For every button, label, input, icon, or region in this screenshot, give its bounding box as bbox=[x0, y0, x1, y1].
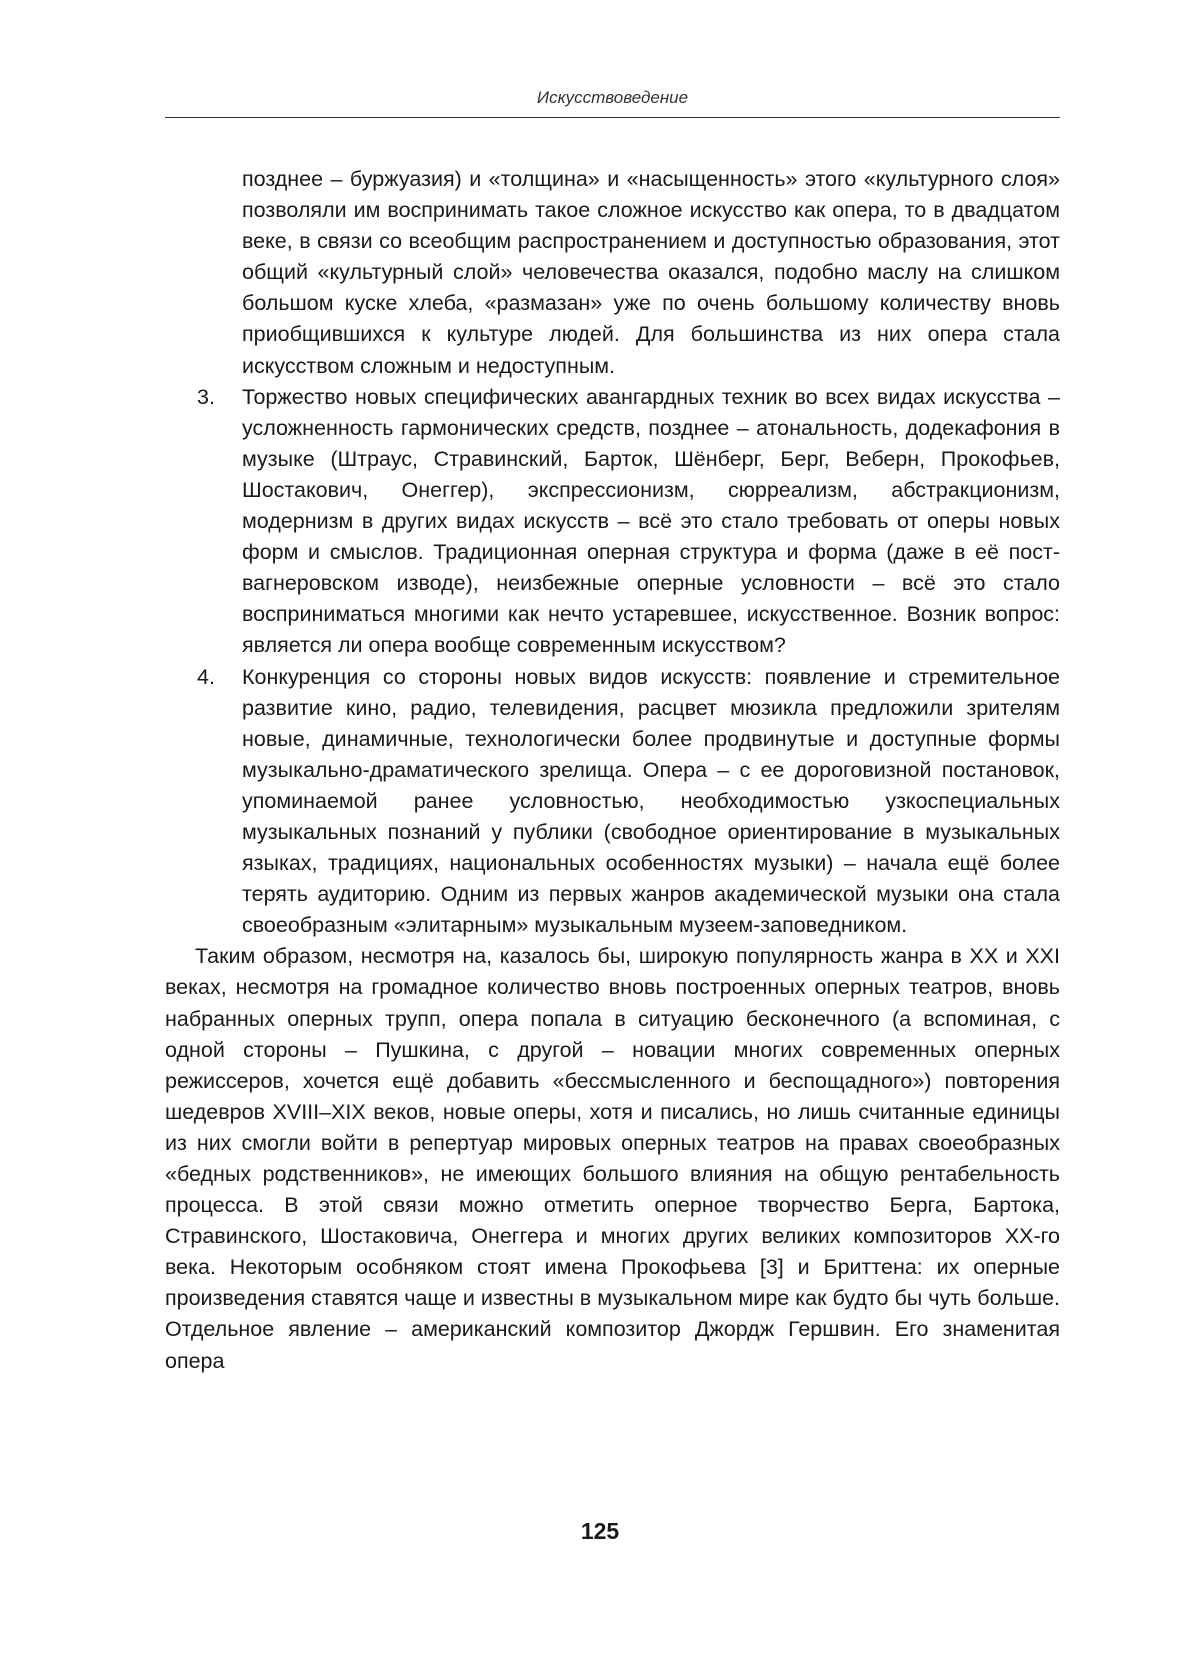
body-text bbox=[165, 164, 1060, 1377]
running-head: Искусствоведение bbox=[536, 88, 689, 107]
continued-paragraph: позднее – буржуазия) и «толщина» и «насыщенность» этого «культурного слоя» позволяли им воспринимать такое сложное искусство как опера, то в двадцатом веке, в связи со всеобщим распространением и доступностью образования, этот общий «культурный слой» человечества оказался, подобно маслу на слишком большом куске хлеба, «размазан» уже по очень большому количеству вновь приобщившихся к культуре людей. Для большинства из них опера стала искусством сложным и недоступным. bbox=[242, 167, 1060, 378]
list-item-number: 4. bbox=[197, 664, 215, 689]
list-item bbox=[165, 662, 1060, 942]
list-item bbox=[165, 382, 1060, 662]
page-number: 125 bbox=[580, 1518, 620, 1544]
list-item-text: Торжество новых специфических авангардных техник во всех видах искусства – усложненность гармонических средств, позднее – атональность, додекафония в музыке (Штраус, Стравинский, Барток, Шёнберг, Берг, Веберн, Прокофьев, Шостакович, Онеггер), экспрессионизм, сюрреализм, абстракционизм, модернизм в других видах искусств – всё это стало требовать от оперы новых форм и смыслов. Традиционная оперная структура и форма (даже в её пост-вагнеровском изводе), неизбежные оперные условности – всё это стало восприниматься многими как нечто устаревшее, искусственное. Возник вопрос: является ли опера вообще современным искусством? bbox=[242, 384, 1060, 658]
list-item-number: 3. bbox=[197, 384, 215, 409]
closing-paragraph: Таким образом, несмотря на, казалось бы, широкую популярность жанра в XX и XXI веках, несмотря на громадное количество вновь построенных оперных театров, вновь набранных оперных трупп, опера попала в ситуацию бесконечного (а вспоминая, с одной стороны – Пушкина, с другой – новации многих современных оперных режиссеров, хочется ещё добавить «бессмысленного и беспощадного») повторения шедевров XVIII–XIX веков, новые оперы, хотя и писались, но лишь считанные единицы из них смогли войти в репертуар мировых оперных театров на правах своеобразных «бедных родственников», не имеющих большого влияния на общую рентабельность процесса. В этой связи можно отметить оперное творчество Берга, Бартока, Стравинского, Шостаковича, Онеггера и многих других великих композиторов XX-го века. Некоторым особняком стоят имена Прокофьева [3] и Бриттена: их оперные произведения ставятся чаще и известны в музыкальном мире как будто бы чуть больше. Отдельное явление – американский композитор Джордж Гершвин. Его знаменитая опера bbox=[165, 944, 1060, 1373]
list-item-text: Конкуренция со стороны новых видов искусств: появление и стремительное развитие кино, радио, телевидения, расцвет мюзикла предложили зрителям новые, динамичные, технологически более продвинутые и доступные формы музыкально-драматического зрелища. Опера – с ее дороговизной постановок, упоминаемой ранее условностью, необходимостью узкоспециальных музыкальных познаний у публики (свободное ориентирование в музыкальных языках, традициях, национальных особенностях музыки) – начала ещё более терять аудиторию. Одним из первых жанров академической музыки она стала своеобразным «элитарным» музыкальным музеем-заповедником. bbox=[242, 664, 1060, 938]
header-rule bbox=[165, 117, 1060, 118]
